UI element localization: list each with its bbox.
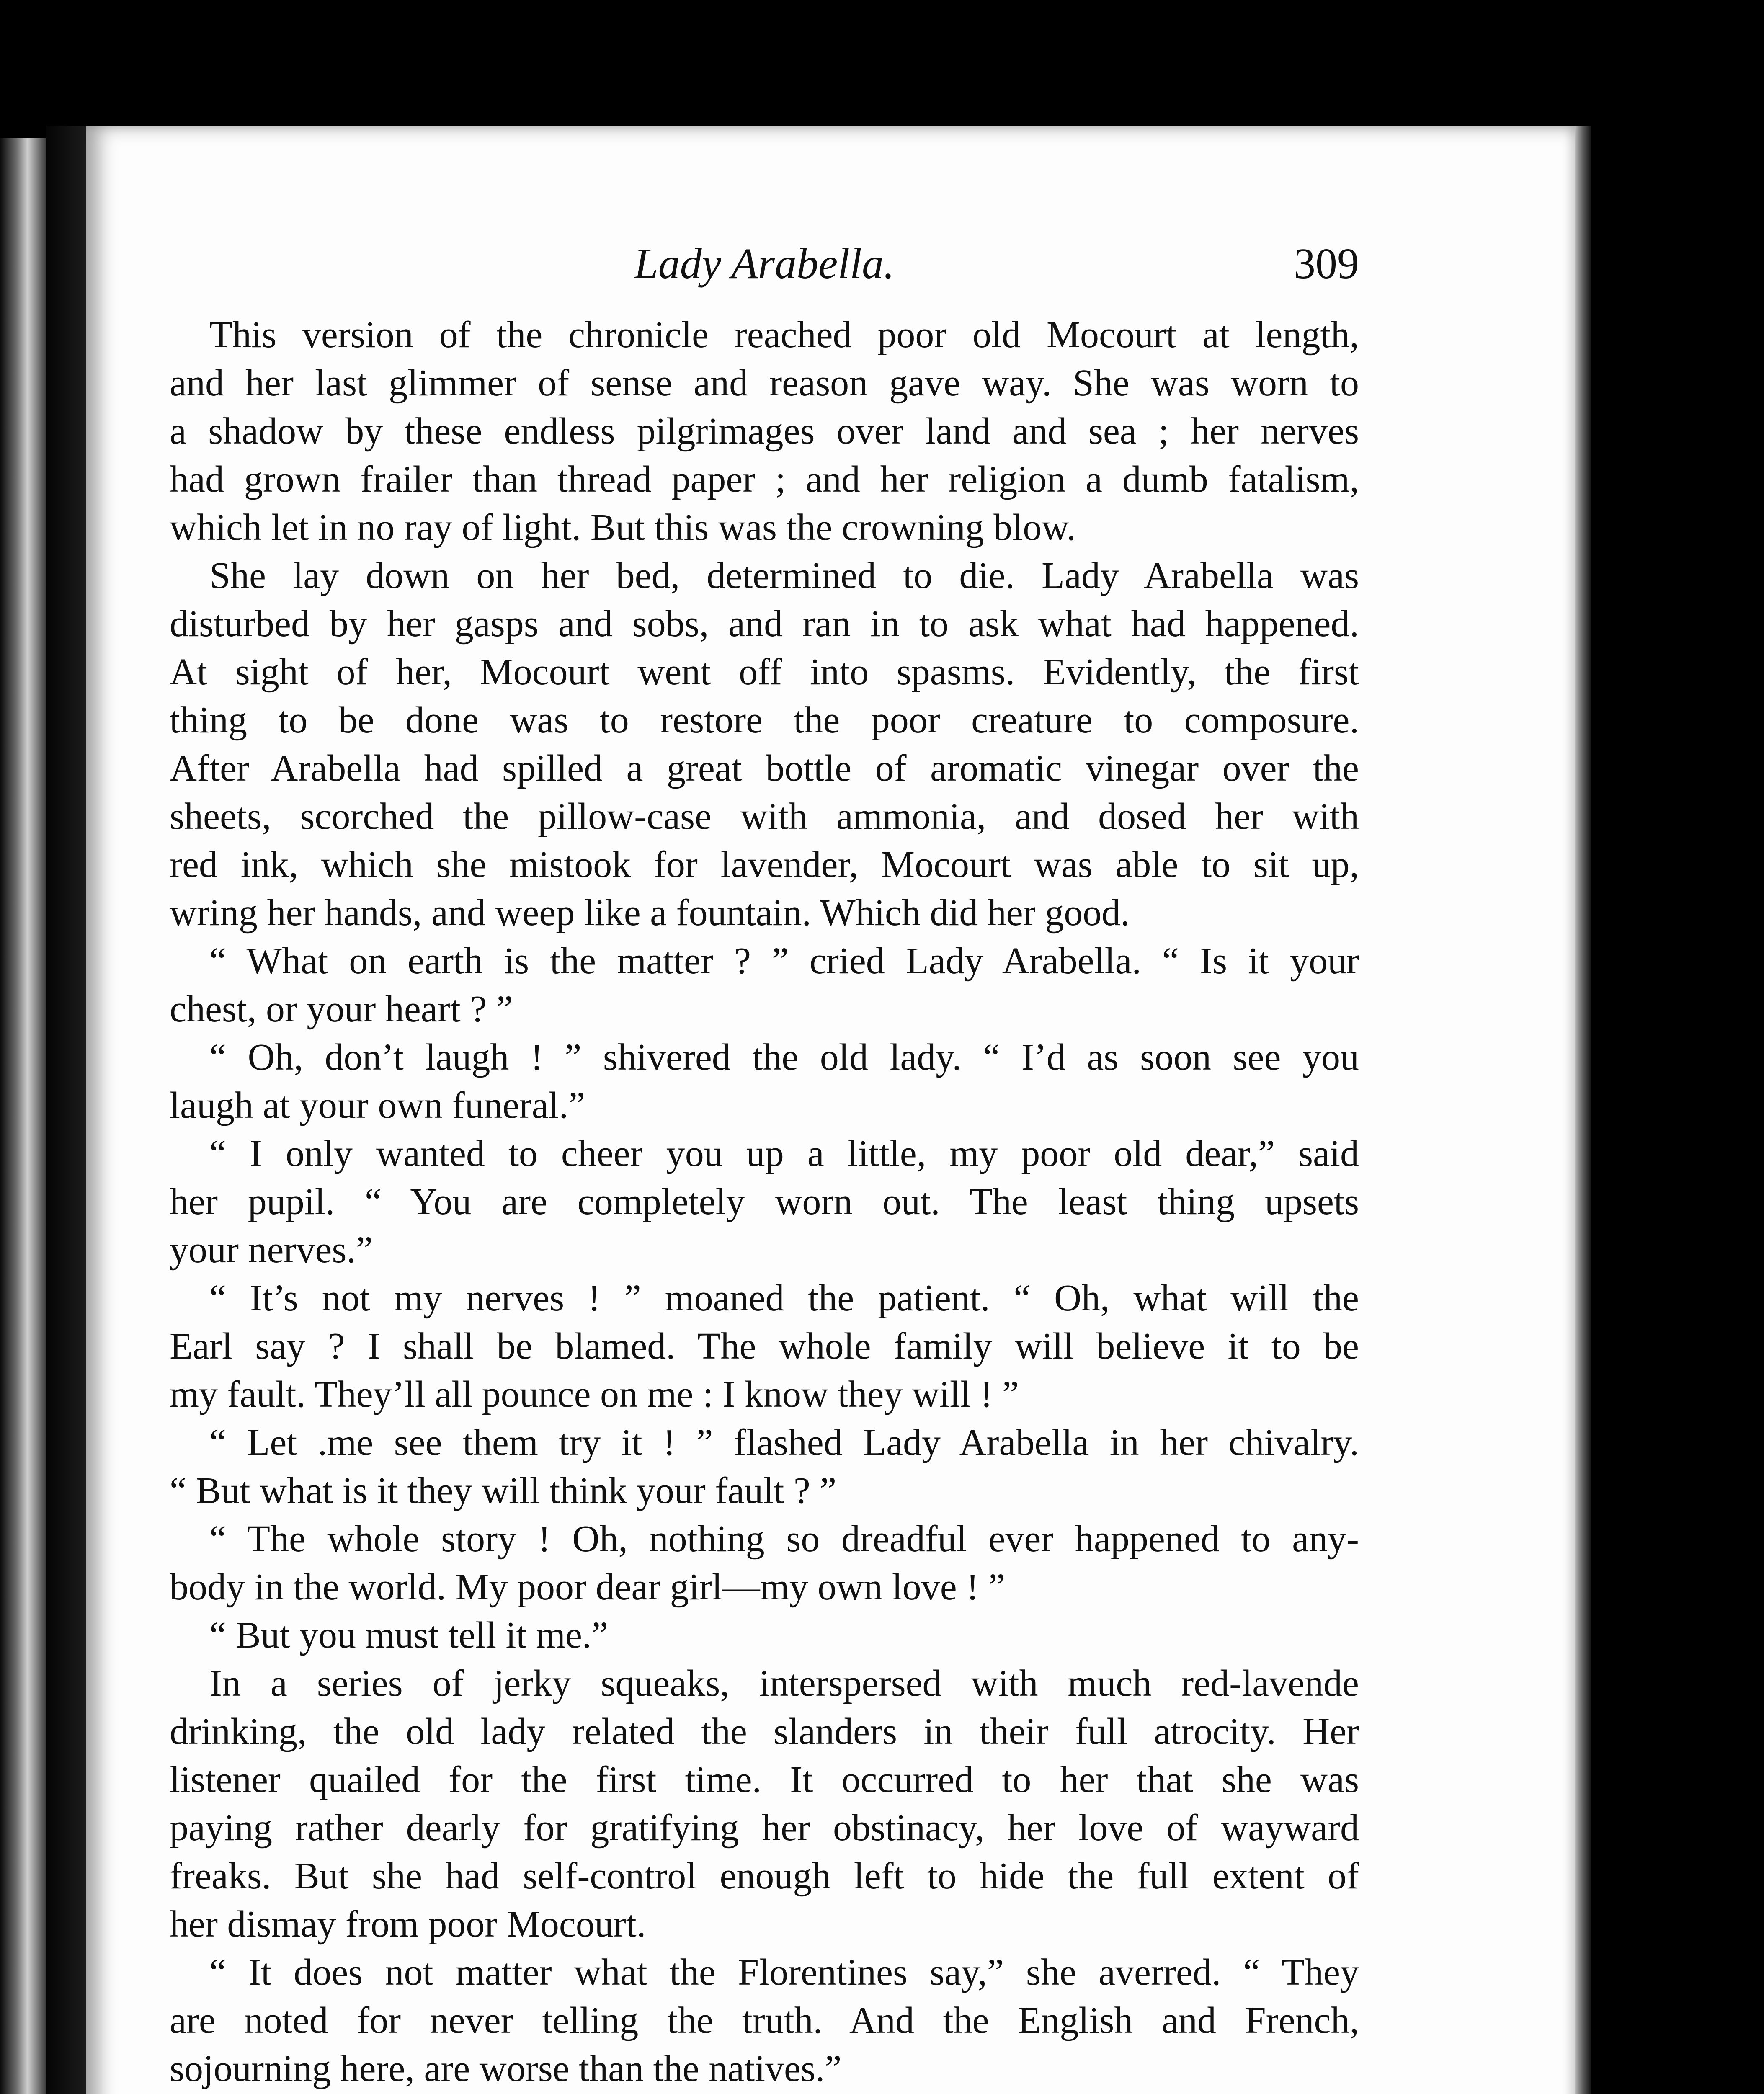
body-text xyxy=(170,311,1359,2094)
text-line: “ I only wanted to cheer you up a little, my poor old dear,” said xyxy=(209,1133,1359,1174)
text-line: In a series of jerky squeaks, interspersed with much red-lavende xyxy=(209,1663,1359,1704)
page-right-edge xyxy=(1575,126,1591,2094)
text-line: paying rather dearly for gratifying her obstinacy, her love of wayward xyxy=(170,1807,1359,1849)
text-line: which let in no ray of light. But this was the crowning blow. xyxy=(170,507,1076,548)
text-line: sojourning here, are worse than the natives.” xyxy=(170,2048,842,2089)
text-line: a shadow by these endless pilgrimages over land and sea ; her nerves xyxy=(170,410,1359,452)
text-line: chest, or your heart ? ” xyxy=(170,988,513,1030)
text-line: “ What on earth is the matter ? ” cried Lady Arabella. “ Is it your xyxy=(209,940,1359,982)
text-line: drinking, the old lady related the slanders in their full atrocity. Her xyxy=(170,1711,1359,1752)
text-line: “ It’s not my nerves ! ” moaned the patient. “ Oh, what will the xyxy=(209,1277,1359,1319)
text-line: freaks. But she had self-control enough left to hide the full extent of xyxy=(170,1855,1359,1897)
text-line: “ Oh, don’t laugh ! ” shivered the old lady. “ I’d as soon see you xyxy=(209,1037,1359,1078)
book-gutter xyxy=(46,126,86,2094)
text-line: my fault. They’ll all pounce on me : I know they will ! ” xyxy=(170,1374,1019,1415)
text-line: your nerves.” xyxy=(170,1229,373,1271)
text-line: She lay down on her bed, determined to die. Lady Arabella was xyxy=(209,555,1359,596)
text-line: “ Let .me see them try it ! ” flashed Lady Arabella in her chivalry. xyxy=(209,1422,1359,1463)
text-line: sheets, scorched the pillow-case with ammonia, and dosed her with xyxy=(170,796,1359,837)
text-line: her pupil. “ You are completely worn out. The least thing upsets xyxy=(170,1181,1359,1222)
running-title: Lady Arabella. xyxy=(634,240,895,288)
text-line: After Arabella had spilled a great bottle of aromatic vinegar over the xyxy=(170,748,1359,789)
text-line: listener quailed for the first time. It occurred to her that she was xyxy=(170,1759,1359,1800)
text-line: her dismay from poor Mocourt. xyxy=(170,1903,646,1945)
text-line: This version of the chronicle reached poor old Mocourt at length, xyxy=(209,314,1359,356)
text-line: Earl say ? I shall be blamed. The whole family will believe it to be xyxy=(170,1326,1359,1367)
text-line: are noted for never telling the truth. And the English and French, xyxy=(170,2000,1359,2041)
text-line: disturbed by her gasps and sobs, and ran in to ask what had happened. xyxy=(170,603,1359,645)
text-line: At sight of her, Mocourt went off into spasms. Evidently, the first xyxy=(170,651,1359,693)
text-line: laugh at your own funeral.” xyxy=(170,1085,585,1126)
text-line: “ But what is it they will think your fault ? ” xyxy=(170,1470,837,1511)
previous-page-edge xyxy=(0,138,46,2094)
text-line: thing to be done was to restore the poor creature to composure. xyxy=(170,699,1359,741)
text-line: “ It does not matter what the Florentines say,” she averred. “ They xyxy=(209,1952,1359,1993)
text-line: body in the world. My poor dear girl—my own love ! ” xyxy=(170,1566,1005,1608)
text-line: “ The whole story ! Oh, nothing so dreadful ever happened to any- xyxy=(209,1518,1359,1560)
text-line: had grown frailer than thread paper ; and her religion a dumb fatalism, xyxy=(170,459,1359,500)
running-head xyxy=(170,237,1359,291)
text-line: and her last glimmer of sense and reason gave way. She was worn to xyxy=(170,362,1359,404)
page-number: 309 xyxy=(1294,240,1359,288)
text-line: red ink, which she mistook for lavender, Mocourt was able to sit up, xyxy=(170,844,1359,885)
text-line: “ But you must tell it me.” xyxy=(209,1614,609,1656)
text-line: wring her hands, and weep like a fountain. Which did her good. xyxy=(170,892,1130,934)
